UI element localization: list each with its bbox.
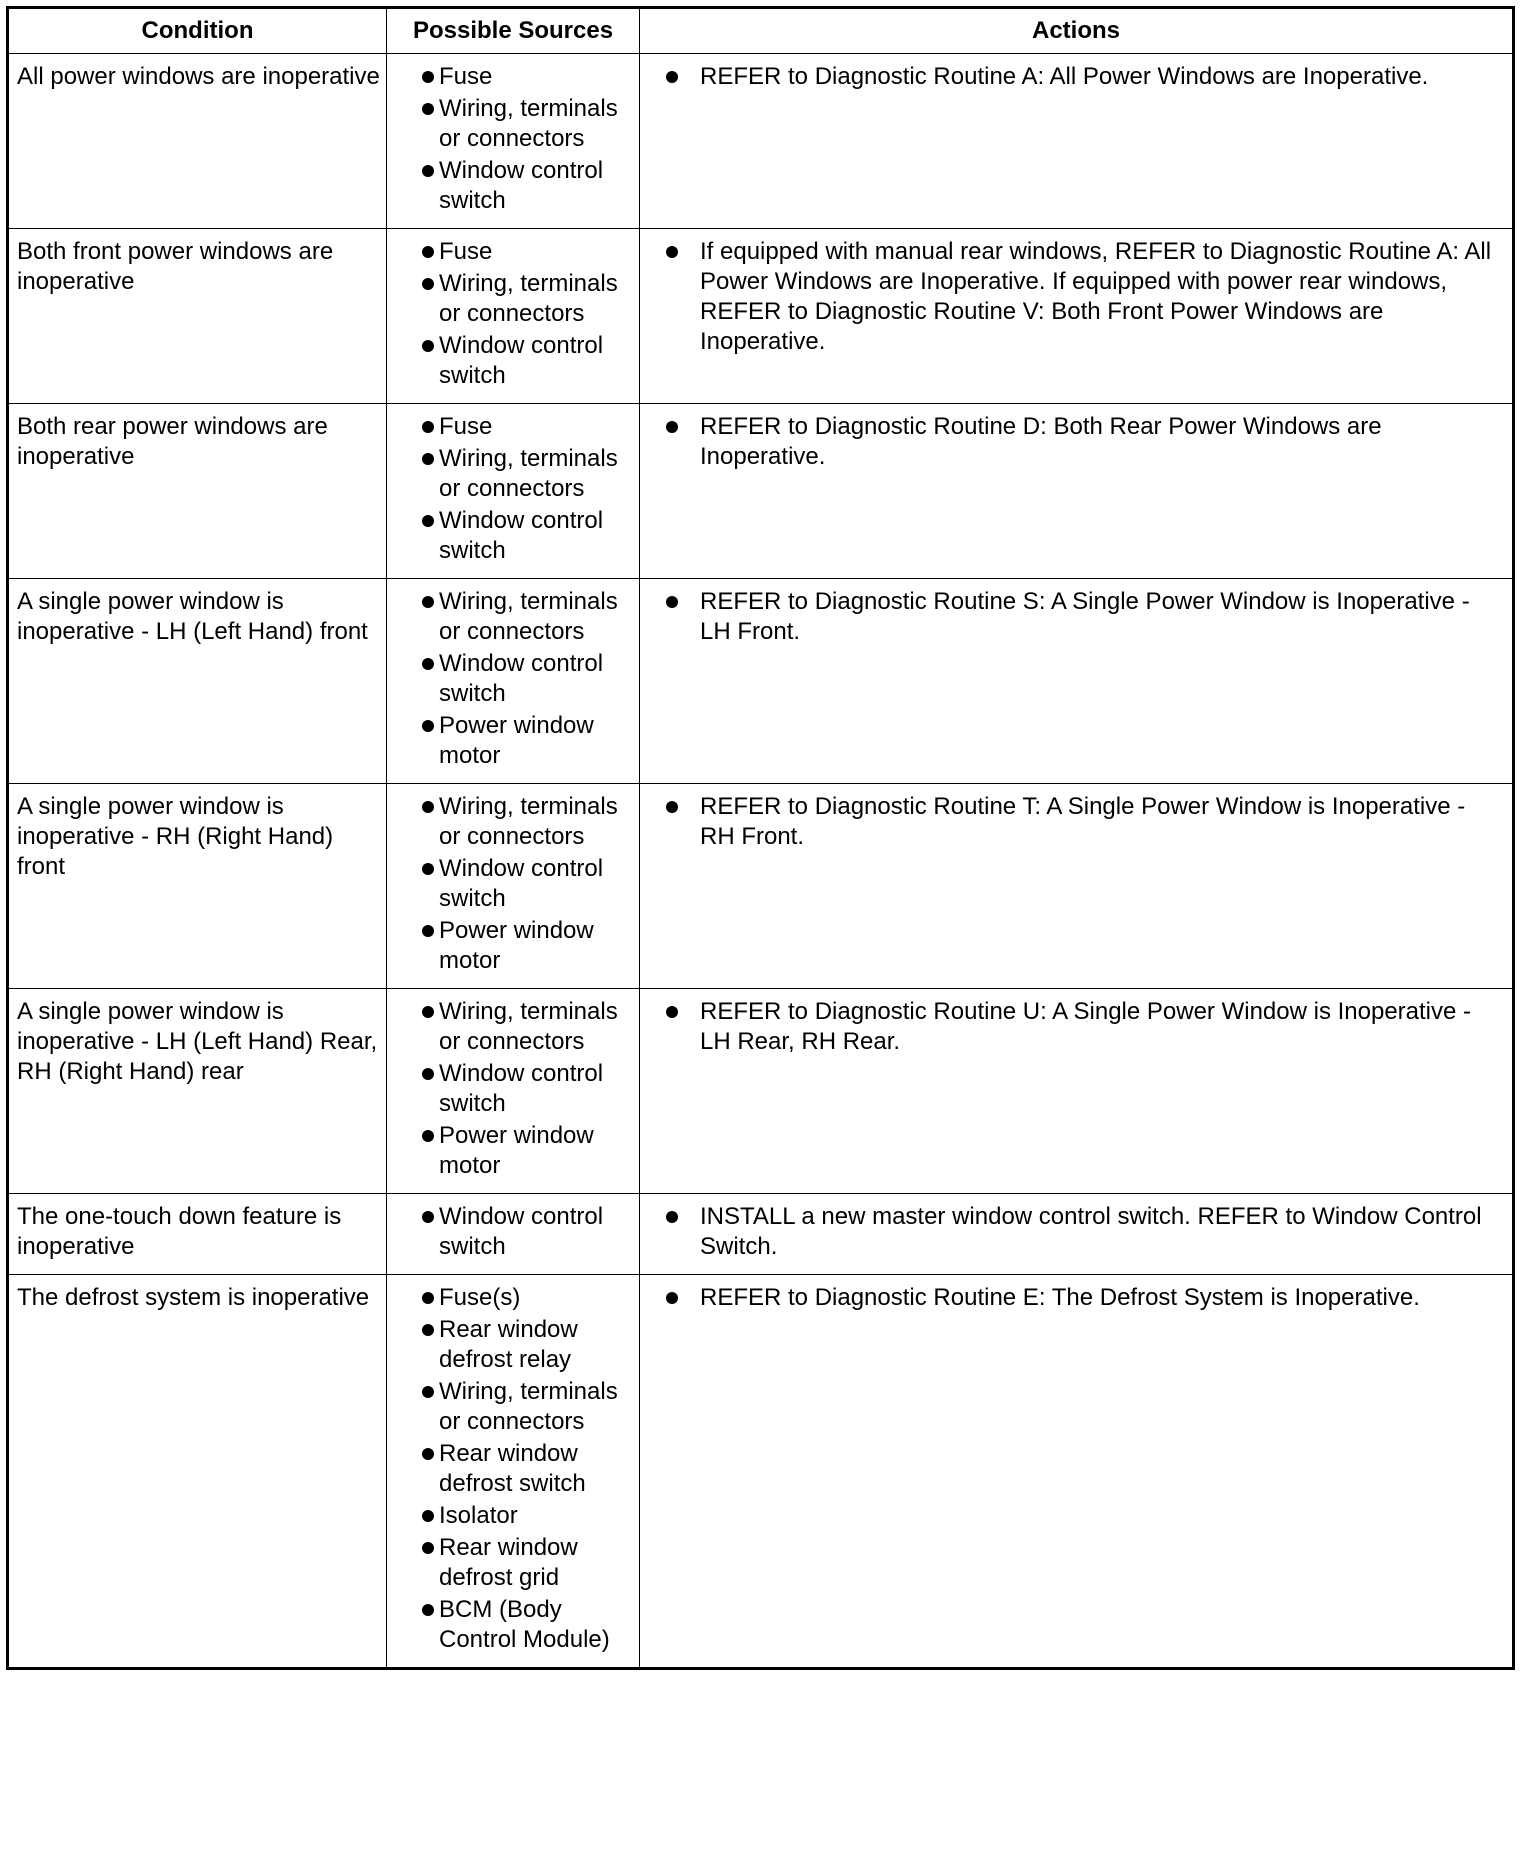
- bullet-icon: [422, 1211, 434, 1223]
- source-item: [395, 1315, 633, 1375]
- source-item: [395, 1595, 633, 1655]
- actions-cell: [640, 1275, 1514, 1669]
- sources-cell: [387, 579, 640, 784]
- table-row: [8, 1275, 1514, 1669]
- action-text: REFER to Diagnostic Routine U: A Single Power Window is Inoperative - LH Rear, RH Rear.: [700, 998, 1472, 1055]
- table-row: [8, 54, 1514, 229]
- source-item: [395, 916, 633, 976]
- source-item: [395, 331, 633, 391]
- header-actions: Actions: [640, 8, 1514, 54]
- actions-list: [656, 237, 1504, 357]
- sources-list: [395, 62, 633, 216]
- action-item: [656, 792, 1504, 852]
- source-item: [395, 156, 633, 216]
- source-text: Fuse: [439, 238, 493, 265]
- sources-cell: [387, 1275, 640, 1669]
- sources-list: [395, 237, 633, 391]
- source-text: Fuse: [439, 413, 493, 440]
- action-text: REFER to Diagnostic Routine S: A Single Power Window is Inoperative - LH Front.: [700, 588, 1470, 645]
- source-text: Wiring, terminals or connectors: [439, 270, 618, 327]
- source-item: [395, 506, 633, 566]
- source-text: Wiring, terminals or connectors: [439, 793, 618, 850]
- bullet-icon: [422, 801, 434, 813]
- table-row: [8, 1194, 1514, 1275]
- bullet-icon: [422, 421, 434, 433]
- header-condition: Condition: [8, 8, 387, 54]
- source-item: [395, 62, 633, 92]
- source-text: Window control switch: [439, 157, 604, 214]
- condition-cell: A single power window is inoperative - LH (Left Hand) front: [8, 579, 387, 784]
- bullet-icon: [422, 278, 434, 290]
- action-text: REFER to Diagnostic Routine A: All Power Windows are Inoperative.: [700, 63, 1429, 90]
- source-item: [395, 587, 633, 647]
- bullet-icon: [422, 1448, 434, 1460]
- source-item: [395, 94, 633, 154]
- bullet-icon: [666, 421, 678, 433]
- source-item: [395, 649, 633, 709]
- header-possible-sources: Possible Sources: [387, 8, 640, 54]
- source-text: Rear window defrost grid: [439, 1534, 578, 1591]
- source-item: [395, 711, 633, 771]
- source-text: Wiring, terminals or connectors: [439, 445, 618, 502]
- condition-cell: Both rear power windows are inoperative: [8, 404, 387, 579]
- bullet-icon: [422, 453, 434, 465]
- diagnostic-table: [6, 6, 1515, 1670]
- bullet-icon: [666, 1292, 678, 1304]
- bullet-icon: [422, 515, 434, 527]
- actions-cell: [640, 54, 1514, 229]
- source-text: Wiring, terminals or connectors: [439, 95, 618, 152]
- bullet-icon: [422, 596, 434, 608]
- action-item: [656, 412, 1504, 472]
- condition-cell: Both front power windows are inoperative: [8, 229, 387, 404]
- sources-cell: [387, 989, 640, 1194]
- header-row: [8, 8, 1514, 54]
- actions-cell: [640, 404, 1514, 579]
- actions-list: [656, 997, 1504, 1057]
- condition-cell: A single power window is inoperative - LH (Left Hand) Rear, RH (Right Hand) rear: [8, 989, 387, 1194]
- sources-list: [395, 792, 633, 976]
- actions-list: [656, 412, 1504, 472]
- source-text: BCM (Body Control Module): [439, 1596, 610, 1653]
- table-row: [8, 404, 1514, 579]
- source-text: Power window motor: [439, 1122, 594, 1179]
- actions-list: [656, 792, 1504, 852]
- bullet-icon: [422, 1324, 434, 1336]
- source-text: Window control switch: [439, 650, 604, 707]
- source-item: [395, 412, 633, 442]
- bullet-icon: [422, 1510, 434, 1522]
- action-item: [656, 237, 1504, 357]
- bullet-icon: [422, 1604, 434, 1616]
- condition-cell: A single power window is inoperative - RH (Right Hand) front: [8, 784, 387, 989]
- bullet-icon: [422, 1292, 434, 1304]
- source-text: Window control switch: [439, 332, 604, 389]
- source-item: [395, 854, 633, 914]
- sources-cell: [387, 404, 640, 579]
- source-text: Wiring, terminals or connectors: [439, 998, 618, 1055]
- action-item: [656, 997, 1504, 1057]
- bullet-icon: [422, 863, 434, 875]
- sources-cell: [387, 229, 640, 404]
- action-item: [656, 1283, 1504, 1313]
- table-row: [8, 989, 1514, 1194]
- sources-list: [395, 412, 633, 566]
- bullet-icon: [422, 1006, 434, 1018]
- bullet-icon: [422, 1130, 434, 1142]
- source-item: [395, 1283, 633, 1313]
- source-text: Fuse(s): [439, 1284, 521, 1311]
- source-item: [395, 1377, 633, 1437]
- source-text: Rear window defrost relay: [439, 1316, 578, 1373]
- actions-list: [656, 1202, 1504, 1262]
- source-text: Window control switch: [439, 855, 604, 912]
- source-item: [395, 1202, 633, 1262]
- action-text: INSTALL a new master window control switch. REFER to Window Control Switch.: [700, 1203, 1482, 1260]
- action-text: REFER to Diagnostic Routine D: Both Rear Power Windows are Inoperative.: [700, 413, 1382, 470]
- table-body: [8, 54, 1514, 1669]
- action-item: [656, 1202, 1504, 1262]
- actions-list: [656, 1283, 1504, 1313]
- sources-list: [395, 1202, 633, 1262]
- condition-cell: The one-touch down feature is inoperative: [8, 1194, 387, 1275]
- actions-cell: [640, 229, 1514, 404]
- source-text: Power window motor: [439, 712, 594, 769]
- bullet-icon: [422, 1068, 434, 1080]
- bullet-icon: [422, 720, 434, 732]
- bullet-icon: [666, 246, 678, 258]
- actions-cell: [640, 1194, 1514, 1275]
- table-header: [8, 8, 1514, 54]
- action-text: REFER to Diagnostic Routine T: A Single Power Window is Inoperative - RH Front.: [700, 793, 1466, 850]
- bullet-icon: [666, 71, 678, 83]
- table-row: [8, 784, 1514, 989]
- table-row: [8, 229, 1514, 404]
- source-text: Wiring, terminals or connectors: [439, 588, 618, 645]
- bullet-icon: [422, 246, 434, 258]
- source-item: [395, 997, 633, 1057]
- bullet-icon: [422, 1542, 434, 1554]
- source-item: [395, 237, 633, 267]
- bullet-icon: [422, 925, 434, 937]
- source-item: [395, 1059, 633, 1119]
- table-row: [8, 579, 1514, 784]
- bullet-icon: [666, 801, 678, 813]
- action-text: REFER to Diagnostic Routine E: The Defrost System is Inoperative.: [700, 1284, 1420, 1311]
- source-text: Power window motor: [439, 917, 594, 974]
- sources-cell: [387, 1194, 640, 1275]
- sources-list: [395, 1283, 633, 1655]
- bullet-icon: [666, 596, 678, 608]
- source-item: [395, 1533, 633, 1593]
- actions-cell: [640, 784, 1514, 989]
- bullet-icon: [666, 1006, 678, 1018]
- bullet-icon: [666, 1211, 678, 1223]
- bullet-icon: [422, 71, 434, 83]
- source-text: Wiring, terminals or connectors: [439, 1378, 618, 1435]
- source-text: Window control switch: [439, 1203, 604, 1260]
- source-item: [395, 1121, 633, 1181]
- source-text: Window control switch: [439, 1060, 604, 1117]
- sources-cell: [387, 784, 640, 989]
- source-item: [395, 1439, 633, 1499]
- bullet-icon: [422, 165, 434, 177]
- actions-list: [656, 587, 1504, 647]
- action-text: If equipped with manual rear windows, REFER to Diagnostic Routine A: All Power Windows are Inoperative. If equipped with power rear windows, REFER to Diagnostic Routine V: Both Front Power Windows are Inoperative.: [700, 238, 1492, 355]
- source-text: Window control switch: [439, 507, 604, 564]
- bullet-icon: [422, 103, 434, 115]
- sources-list: [395, 587, 633, 771]
- source-item: [395, 444, 633, 504]
- actions-cell: [640, 989, 1514, 1194]
- source-text: Isolator: [439, 1502, 518, 1529]
- bullet-icon: [422, 658, 434, 670]
- source-item: [395, 269, 633, 329]
- source-item: [395, 792, 633, 852]
- bullet-icon: [422, 1386, 434, 1398]
- source-text: Fuse: [439, 63, 493, 90]
- bullet-icon: [422, 340, 434, 352]
- condition-cell: The defrost system is inoperative: [8, 1275, 387, 1669]
- condition-cell: All power windows are inoperative: [8, 54, 387, 229]
- actions-cell: [640, 579, 1514, 784]
- source-text: Rear window defrost switch: [439, 1440, 586, 1497]
- sources-cell: [387, 54, 640, 229]
- actions-list: [656, 62, 1504, 92]
- source-item: [395, 1501, 633, 1531]
- action-item: [656, 587, 1504, 647]
- sources-list: [395, 997, 633, 1181]
- action-item: [656, 62, 1504, 92]
